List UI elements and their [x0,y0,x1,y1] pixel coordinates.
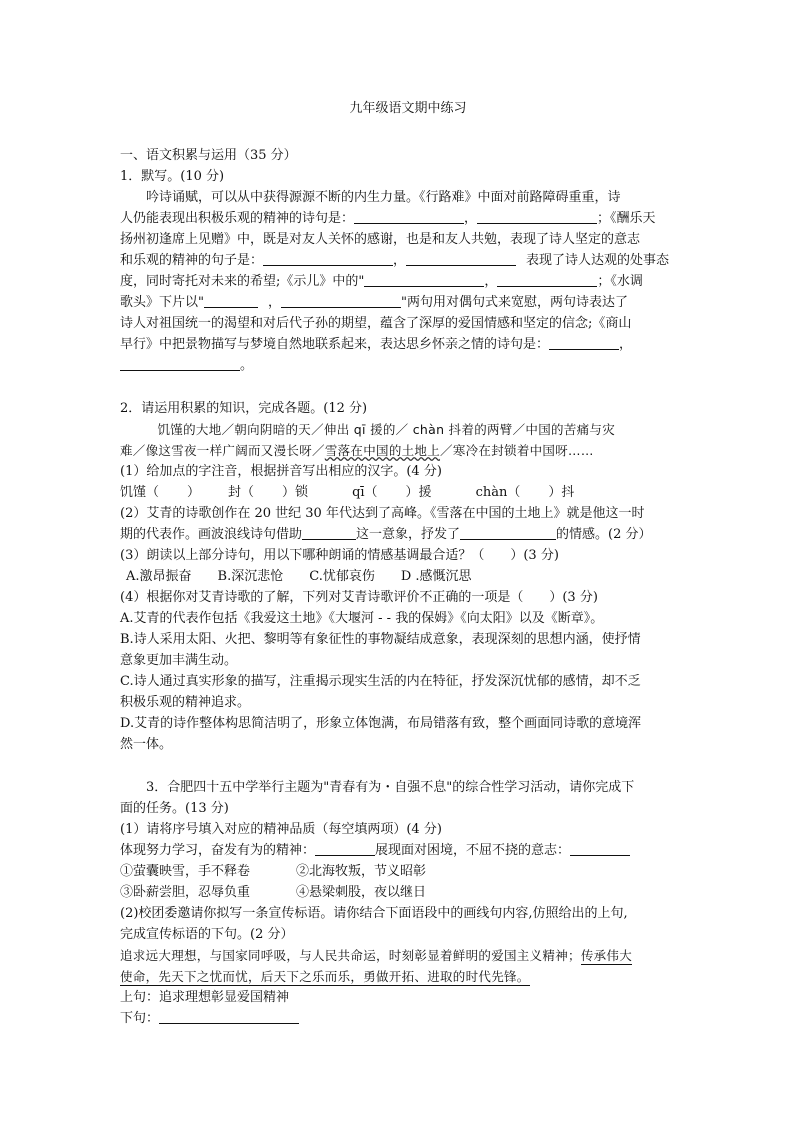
option-c: C.诗人通过真实形象的描写，注重揭示现实生活的内在特征，抒发深沉忧郁的感情，却不乏 [120,674,641,689]
answer-blank[interactable] [315,841,375,856]
q3-para-text: 追求远大理想，与国家同呼吸，与人民共命运，时刻彰显着鲜明的爱国主义精神； [120,948,581,963]
q2-text: ） [187,485,201,500]
section-heading: 一、语文积累与运用（35 分） [120,148,297,163]
q2-text: 封（ [228,485,255,500]
option-c: 积极乐观的精神追求。 [120,695,251,710]
q1-text: ；《水调 [597,274,643,289]
option-a: A.艾青的代表作包括《我爱这土地》《大堰河 - - 我的保姆》《向太阳》以及《断章》。 [120,611,604,626]
q1-line [120,250,676,271]
q3-sub1: (1）请将序号填入对应的精神品质（每空填两项）(4 分) [120,822,442,837]
q2-sub3: (3）朗读以上部分诗句，用以下哪种朗诵的情感基调最合适？（ ）(3 分) [120,548,559,563]
answer-blank[interactable] [460,525,556,540]
q3-heading: 3．合肥四十五中学举行主题为"青春有为・自强不息"的综合性学习活动，请你完成下 [146,780,635,795]
q1-line: 诗人对祖国统一的渴望和对后代子孙的期望，蕴含了深厚的爱国情感和坚定的信念;《商山 [120,316,632,331]
q3-option: ④悬梁刺股，夜以继日 [296,885,427,900]
poem-pinyin: chàn [412,422,445,437]
q1-text: "两句用对偶句式来宽慰，两句诗表达了 [401,295,628,310]
q1-text: 歌头》下片以" [120,295,204,310]
page-title: 九年级语文期中练习 [349,101,467,116]
q3-option: ①萤囊映雪，手不释卷 [120,864,251,879]
q3-option: ③卧薪尝胆，忍辱负重 [120,885,251,900]
answer-blank[interactable] [570,841,630,856]
slogan-upper: 上句：追求理想彰显爱国精神 [120,990,290,1005]
q1-text: ；《酬乐天 [597,211,656,226]
q2-text: 饥馑（ [120,485,160,500]
answer-blank[interactable] [477,209,597,224]
q1-line: 扬州初逢席上见赠》中，既是对友人关怀的感谢，也是和友人共勉，表现了诗人坚定的意志 [120,232,641,247]
q1-text: 早行》中把景物描写与梦境自然地联系起来，表达思乡怀亲之情的诗句是： [120,337,550,352]
answer-blank[interactable] [159,1009,299,1024]
q3-paragraph [120,945,676,966]
answer-blank[interactable] [204,293,258,308]
q3-option: ②北海牧叛，节义昭彰 [296,864,427,879]
q3-paragraph [120,966,676,987]
underlined-sentence: 传承伟大 [580,948,633,963]
q2-sub1: (1）给加点的字注音，根据拼音写出相应的汉字。(4 分) [120,464,442,479]
q1-text: ， [464,211,478,226]
q2-text: 这一意象，抒发了 [356,527,461,542]
q1-text: ， [267,295,281,310]
answer-blank[interactable] [263,251,393,266]
poem-text: 援的／ [365,422,413,437]
q2-text: ）援 [405,485,432,500]
answer-blank[interactable] [549,335,619,350]
q3-options [120,882,676,903]
q1-text: ， [484,274,498,289]
q1-line [120,355,676,376]
q3-text: 下句： [120,1011,160,1026]
poem-line [120,419,676,440]
poem-pinyin: qī [353,422,366,437]
q1-line [120,292,676,313]
q1-line [120,271,676,292]
option-b: B.诗人采用太阳、火把、黎明等有象征性的事物凝结成意象，表现深刻的思想内涵，使抒情 [120,632,641,647]
q2-sub3-options: A.激昂振奋 B.深沉悲怆 C.忧郁哀伤 D .感慨沉思 [126,569,472,584]
poem-text: 难／像这雪夜一样广阔而又漫长呀／ [120,443,325,458]
answer-blank[interactable] [354,209,464,224]
q1-text: 和乐观的精神的句子是： [120,253,264,268]
answer-blank[interactable] [302,525,356,540]
q1-text: 。 [240,358,254,373]
q2-text: 的情感。(2 分） [556,527,652,542]
q3-sub2: 完成宣传标语的下句。(2 分） [120,927,294,942]
q2-sub2: (2）艾青的诗歌创作在 20 世纪 30 年代达到了高峰。《雪落在中国的土地上》就是他这一时 [120,506,645,521]
q3-text: 展现面对困境，不屈不挠的意志： [375,843,571,858]
underlined-sentence: 使命，先天下之忧而忧，后天下之乐而乐，勇做开拓、进取的时代先锋。 [120,969,530,984]
q3-text: 体现努力学习，奋发有为的精神： [120,843,316,858]
answer-blank[interactable] [364,272,484,287]
q2-sub2 [120,524,676,545]
option-b: 意象更加丰满生动。 [120,653,238,668]
poem-text: 饥馑的大地／朝向阴暗的天／伸出 [157,422,354,437]
q1-line [120,334,676,355]
q1-text: 度，同时寄托对未来的希望;《示儿》中的" [120,274,365,289]
q3-heading: 面的任务。(13 分) [120,801,229,816]
q3-sub2: (2)校团委邀请你拟写一条宣传标语。请你结合下面语段中的画线句内容,仿照给出的上句, [120,906,628,921]
q2-sub4: (4）根据你对艾青诗歌的了解，下列对艾青诗歌评价不正确的一项是（ ）(3 分) [120,590,598,605]
document-content [120,98,676,1029]
q1-line [120,208,676,229]
q1-text: 人仍能表现出积极乐观的精神的诗句是： [120,211,355,226]
q2-text: qī（ [352,485,378,500]
q1-text: 表现了诗人达观的处事态 [526,253,670,268]
answer-blank[interactable] [120,356,240,371]
q3-sub1-blanks [120,840,676,861]
answer-blank[interactable] [281,293,401,308]
q1-line: 吟诗诵赋，可以从中获得源源不断的内生力量。《行路难》中面对前路障碍重重，诗 [146,190,621,205]
poem-line [120,440,676,461]
answer-blank[interactable] [497,272,597,287]
poem-text: 抖着的两臂／中国的苦痛与灾 [444,422,616,437]
option-d: 然一体。 [120,737,173,752]
slogan-lower [120,1008,676,1029]
answer-blank[interactable] [406,251,516,266]
q2-sub1-answers [120,482,676,503]
q1-text: ， [619,337,633,352]
poem-text: ／寒冷在封锁着中国呀…… [440,443,594,458]
q2-heading: 2．请运用积累的知识，完成各题。(12 分) [120,401,368,416]
wavy-underlined-line: 雪落在中国的土地上 [324,443,441,458]
q1-text: ， [393,253,407,268]
q2-text: ）锁 [282,485,309,500]
q3-options [120,861,676,882]
q1-heading: 1．默写。(10 分) [120,169,225,184]
option-d: D.艾青的诗作整体构思简洁明了，形象立体饱满，布局错落有致，整个画面同诗歌的意境浑 [120,716,642,731]
q2-text: chàn（ [475,485,521,500]
q2-text: ）抖 [548,485,575,500]
q2-text: 期的代表作。画波浪线诗句借助 [120,527,303,542]
